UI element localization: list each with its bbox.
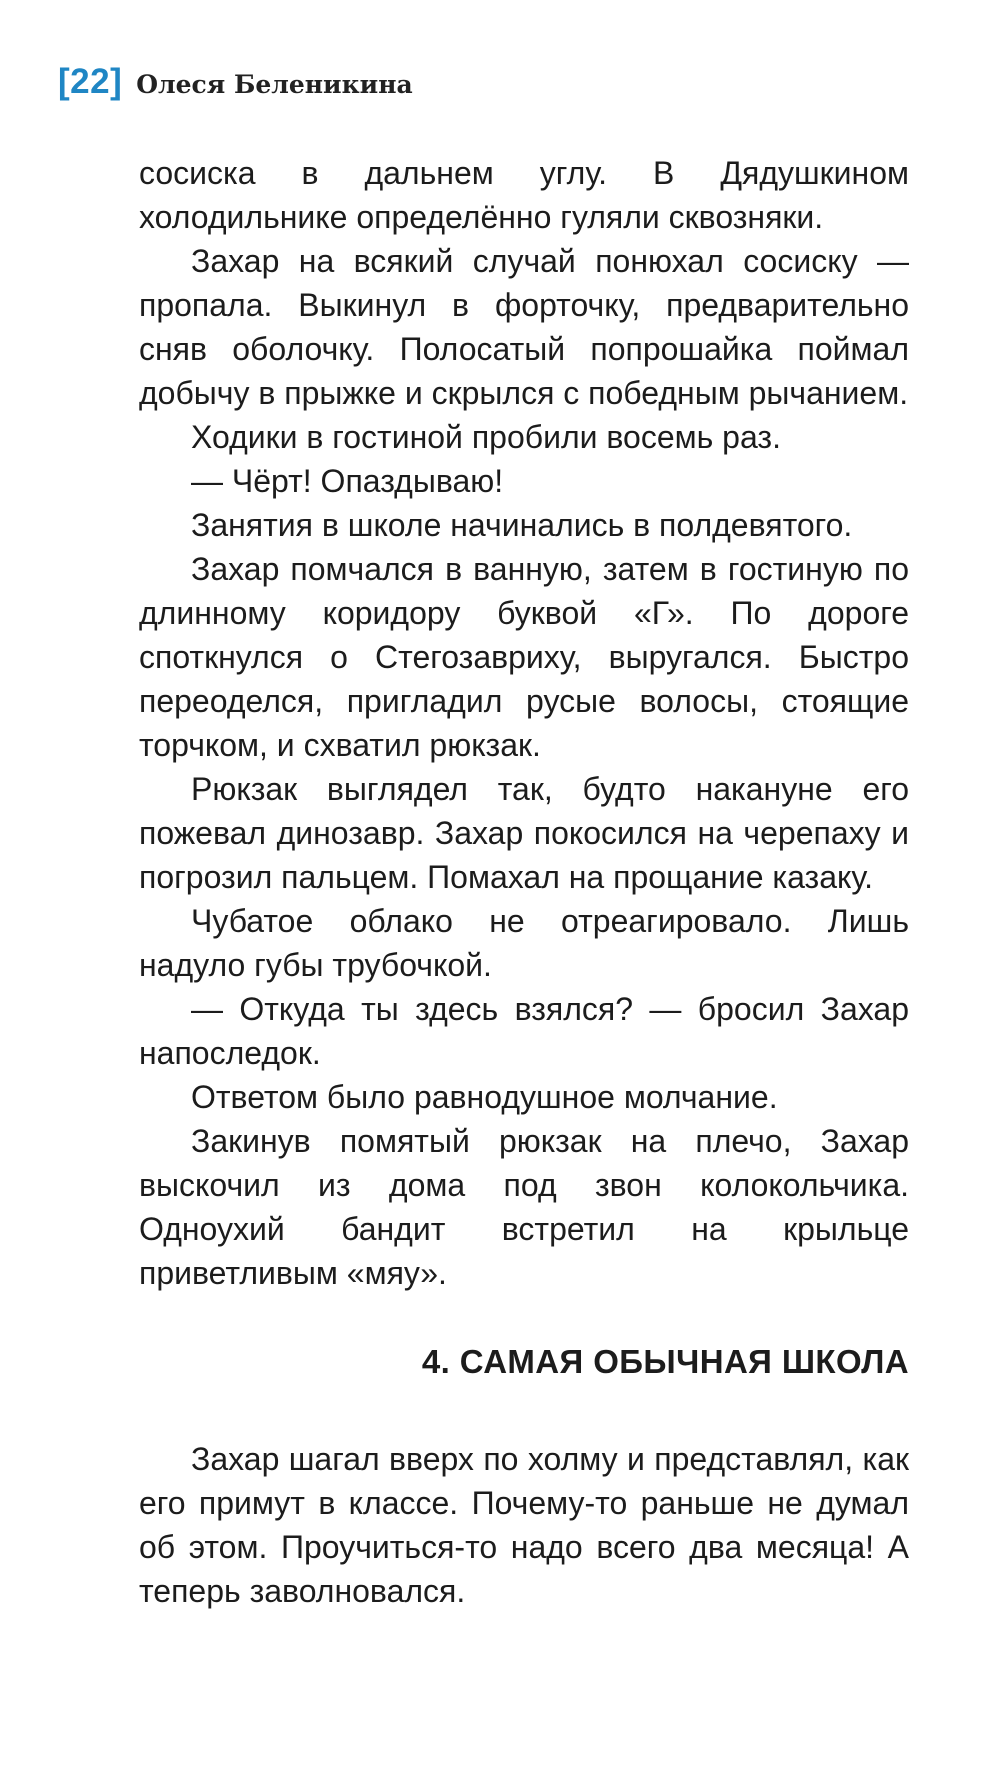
body-text-before-chapter [139,151,909,1295]
paragraph: — Чёрт! Опаздываю! [191,463,504,499]
paragraph: сосиска в дальнем углу. В Дядушкином холодильнике определённо гуляли сквозняки. [139,155,909,235]
paragraph: Ходики в гостиной пробили восемь раз. [191,419,781,455]
paragraph: Рюкзак выглядел так, будто накануне его пожевал динозавр. Захар покосился на черепаху и погрозил пальцем. Помахал на прощание казаку. [139,771,909,895]
running-header [58,62,413,102]
paragraph: Закинув помятый рюкзак на плечо, Захар выскочил из дома под звон колокольчика. Одноухий бандит встретил на крыльце приветливым «мяу». [139,1123,909,1291]
paragraph: Захар на всякий случай понюхал сосиску — пропала. Выкинул в форточку, предварительно сняв оболочку. Полосатый попрошайка поймал добычу в прыжке и скрылся с победным рычанием. [139,243,909,411]
paragraph: Чубатое облако не отреагировало. Лишь надуло губы трубочкой. [139,903,909,983]
author-name: Олеся Беленикина [136,70,413,99]
chapter-title: 4. САМАЯ ОБЫЧНАЯ ШКОЛА [421,1343,909,1380]
page-number: [22] [58,62,123,101]
body-text-after-chapter [139,1437,909,1613]
paragraph: — Откуда ты здесь взялся? — бросил Захар напоследок. [139,991,909,1071]
paragraph: Занятия в школе начинались в полдевятого. [191,507,853,543]
paragraph: Захар шагал вверх по холму и представлял, как его примут в классе. Почему-то раньше не думал об этом. Проучиться-то надо всего два месяца! А теперь заволновался. [139,1441,909,1609]
paragraph: Ответом было равнодушное молчание. [191,1079,778,1115]
paragraph: Захар помчался в ванную, затем в гостиную по длинному коридору буквой «Г». По дороге споткнулся о Стегозавриху, выругался. Быстро переоделся, пригладил русые волосы, стоящие торчком, и схватил рюкзак. [139,551,909,763]
